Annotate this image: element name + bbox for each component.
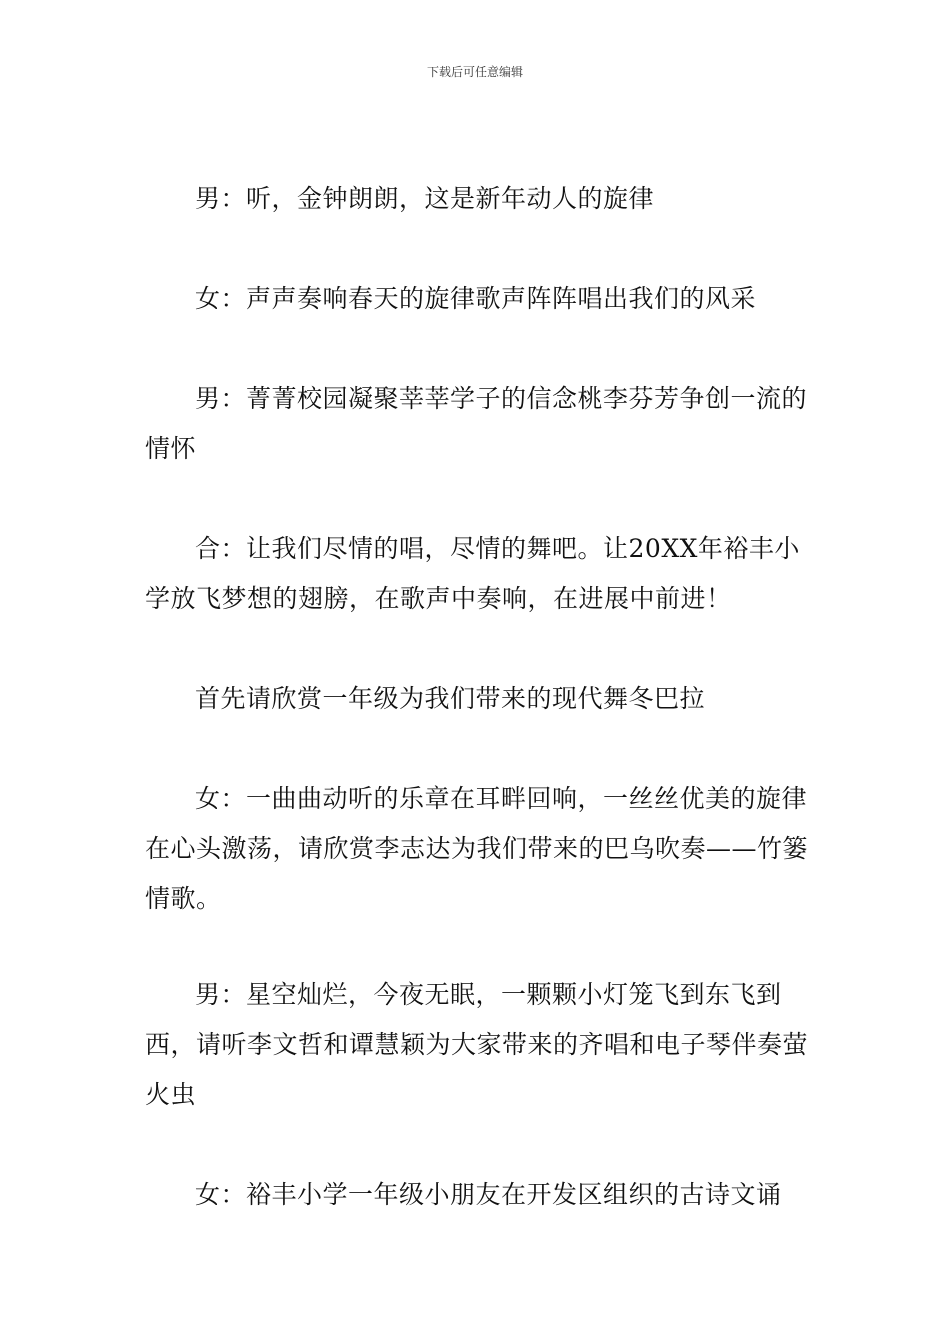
dialogue-paragraph: 男：听，金钟朗朗，这是新年动人的旋律 [195, 184, 655, 213]
dialogue-paragraph: 合：让我们尽情的唱，尽情的舞吧。让20XX年裕丰小学放飞梦想的翅膀，在歌声中奏响，在进展中前进！ [145, 534, 800, 613]
dialogue-paragraph: 男：菁菁校园凝聚莘莘学子的信念桃李芬芳争创一流的情怀 [145, 384, 808, 463]
announcement-paragraph: 首先请欣赏一年级为我们带来的现代舞冬巴拉 [195, 684, 706, 713]
page-header: 下载后可任意编辑 [426, 65, 523, 79]
dialogue-paragraph: 女：裕丰小学一年级小朋友在开发区组织的古诗文诵 [195, 1180, 782, 1209]
dialogue-paragraph: 男：星空灿烂，今夜无眠，一颗颗小灯笼飞到东飞到西，请听李文哲和谭慧颖为大家带来的齐唱和电子琴伴奏萤火虫 [145, 980, 809, 1109]
dialogue-paragraph: 女：声声奏响春天的旋律歌声阵阵唱出我们的风采 [195, 284, 757, 313]
dialogue-paragraph: 女：一曲曲动听的乐章在耳畔回响，一丝丝优美的旋律在心头激荡，请欣赏李志达为我们带来的巴乌吹奏——竹篓情歌。 [145, 784, 809, 913]
